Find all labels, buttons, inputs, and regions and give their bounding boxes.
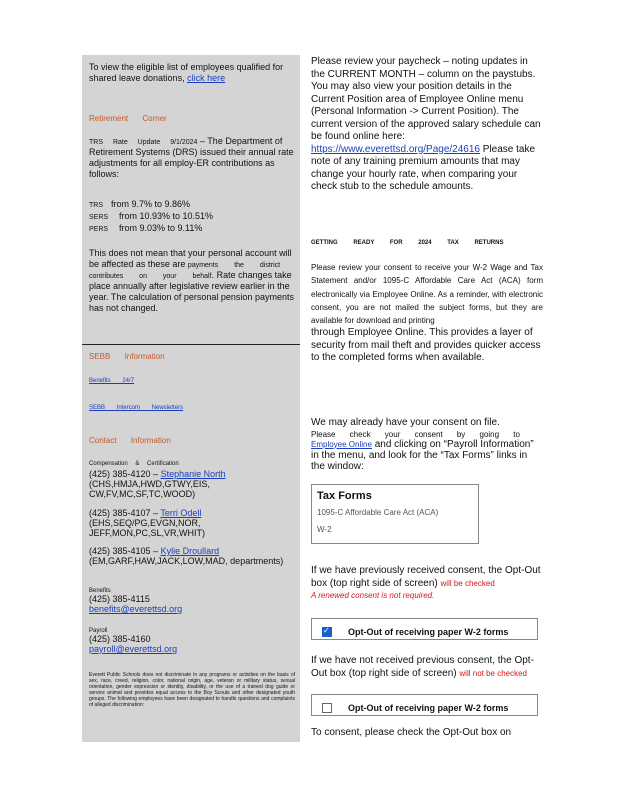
benefits-247-link[interactable]: Benefits 24/7 — [89, 378, 135, 384]
rate-item-trs: TRS from 9.7% to 9.86% — [89, 199, 191, 209]
tax-forms-window — [311, 484, 479, 544]
consent-check-text: We may already have your consent on file. Please check your consent by going to Employee Online and clicking on “Payroll Information” in the menu, and look for the “Tax Forms” links in the window: — [311, 417, 534, 472]
paycheck-review-text: Please review your paycheck – noting updates in the CURRENT MONTH – column on the paystubs. You may also view your position details in the Current Position area of Employee Online menu (Personal Information -> Current Position). The current version of the approved salary schedule can be found online here: https://www.everettsd.org/Page/24616 Please take note of any training premium amounts that may change your hourly rate, when comparing your check stub to the schedule amounts. — [311, 56, 541, 192]
opt-out-label: Opt-Out of receiving paper W-2 forms — [348, 626, 509, 637]
rate-item-pers: PERS from 9.03% to 9.11% — [89, 223, 203, 233]
salary-schedule-link[interactable]: https://www.everettsd.org/Page/24616 — [311, 143, 480, 155]
contact-entry: (425) 385-4105 – Kylie Droullard (EM,GARF,HAW,JACK,LOW,MAD, departments) — [89, 546, 284, 566]
consent-instruction-text: To consent, please check the Opt-Out box on — [311, 727, 512, 738]
previous-consent-text: If we have previously received consent, the Opt-Out box (top right side of screen) will be checked A renewed consent is not required. — [311, 565, 541, 600]
shared-leave-intro: To view the eligible list of employees qualified for shared leave donations, click here — [89, 62, 284, 83]
nondiscrimination-disclaimer: Everett Public Schools does not discriminate in any programs or activities on the basis of sex, race, creed, religion, color, national origin, age, veteran or military status, sexual orientation, gender expression or identity, disability, or the use of a trained dog guide or service animal and provides equal access to the Boy Scouts and other designated youth groups. The following employees have been designated to handle questions and complaints of alleged discrimination: — [89, 672, 295, 708]
rate-note: This does not mean that your personal account will be affected as these are payments the district contributes on your behalf. Rate changes take place annually after legislative review earlier in the year. The calculation of personal pension payments has not changed. — [89, 248, 294, 313]
trs-update-block — [89, 136, 295, 180]
payroll-email-link[interactable]: payroll@everettsd.org — [89, 644, 178, 654]
contact-name-link[interactable]: Kylie Droullard — [160, 546, 220, 556]
contact-name-link[interactable]: Stephanie North — [160, 469, 226, 479]
consent-review-text: Please review your consent to receive your W-2 Wage and Tax Statement and/or 1095-C Affordable Care Act (ACA) form electronically via Employee Online. As a reminder, with electronic consent, you are not mailed the subject forms, but they are available for download and printing through Employee Online. This provides a layer of security from mail theft and provides quicker access to the completed forms when available. — [311, 263, 543, 364]
benefits-contact: Benefits (425) 385-4115 benefits@everettsd.org — [89, 588, 183, 614]
payroll-contact: Payroll (425) 385-4160 payroll@everettsd.org — [89, 628, 178, 654]
benefits-247-link-row — [89, 378, 295, 384]
contact-heading: Contact Information — [89, 436, 171, 445]
tax-form-1095c-link[interactable]: 1095-C Affordable Care Act (ACA) — [317, 508, 439, 517]
rate-item-sers: SERS from 10.93% to 10.51% — [89, 211, 214, 221]
retirement-heading: Retirement Corner — [89, 114, 167, 123]
tax-section-heading: GETTING READY FOR 2024 TAX RETURNS — [311, 240, 504, 246]
opt-out-checkbox-unchecked[interactable] — [322, 703, 332, 713]
opt-out-checked-row — [311, 618, 538, 640]
sebb-newsletters-link-row — [89, 405, 295, 411]
shared-leave-link[interactable]: click here — [187, 73, 226, 83]
section-divider — [82, 344, 300, 345]
opt-out-checkbox-checked[interactable] — [322, 627, 332, 637]
trs-update-body: – The Department of Retirement Systems (DRS) issued their annual rate adjustments for all employ-ER contributions as follows: — [89, 136, 294, 179]
contact-entry: (425) 385-4107 – Terri Odell (EHS,SEQ/PG,EVGN,NOR, JEFF,MON,PC,SL,VR,WHIT) — [89, 508, 206, 538]
opt-out-label: Opt-Out of receiving paper W-2 forms — [348, 702, 509, 713]
tax-forms-title: Tax Forms — [317, 490, 372, 502]
rate-list — [89, 198, 295, 234]
contact-entry: (425) 385-4120 – Stephanie North (CHS,HMJA,HWD,GTWY,EIS, CW,FV,MC,SF,TC,WOOD) — [89, 469, 226, 499]
no-consent-text: If we have not received previous consent, the Opt-Out box (top right side of screen) will not be checked — [311, 655, 534, 679]
tax-form-w2-link[interactable]: W-2 — [317, 525, 332, 534]
opt-out-unchecked-row — [311, 694, 538, 716]
contact-name-link[interactable]: Terri Odell — [160, 508, 202, 518]
employee-online-link[interactable]: Employee Online — [311, 439, 372, 449]
sebb-newsletters-link[interactable]: SEBB Intercom Newsletters — [89, 405, 184, 411]
trs-update-header: TRS Rate Update 9/1/2024 — [89, 139, 198, 146]
benefits-email-link[interactable]: benefits@everettsd.org — [89, 604, 183, 614]
comp-cert-label: Compensation & Certification — [89, 461, 179, 467]
sebb-heading: SEBB Information — [89, 352, 165, 361]
